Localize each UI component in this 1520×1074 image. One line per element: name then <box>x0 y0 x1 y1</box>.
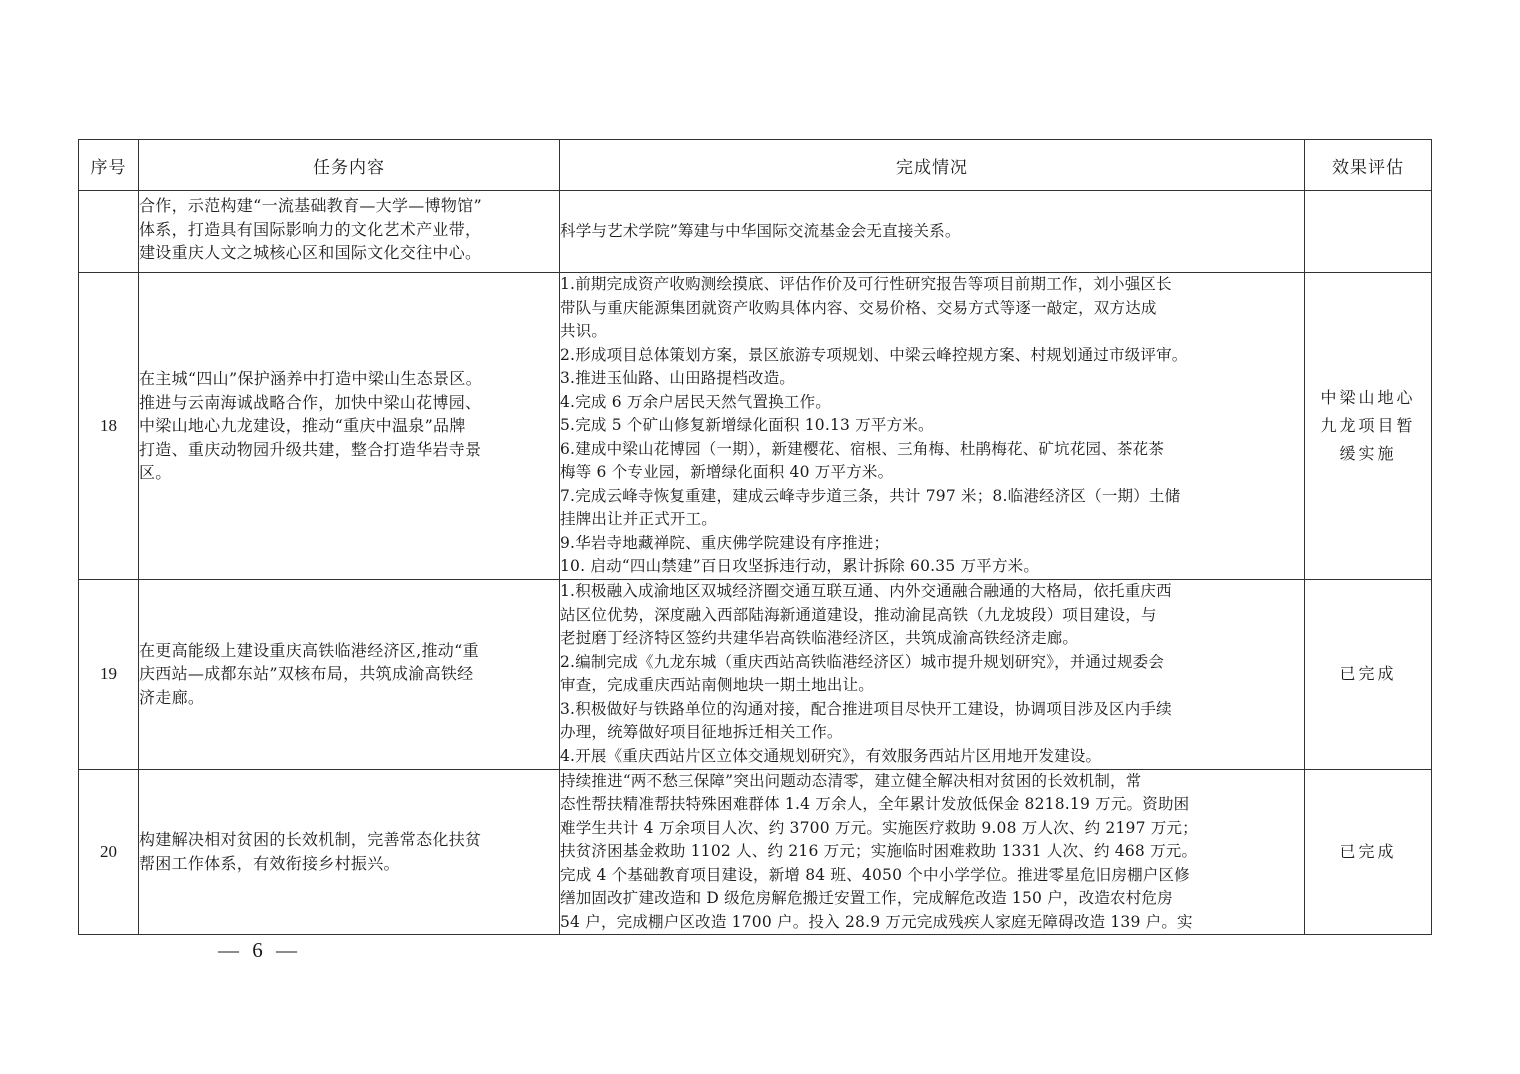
row-number: 20 <box>79 769 139 935</box>
effect-line: 九龙项目暂 <box>1320 415 1416 435</box>
progress-line: 6.建成中梁山花博园（一期），新建樱花、宿根、三角梅、杜鹃梅花、矿坑花园、茶花茶 <box>560 439 1165 458</box>
header-effect: 效果评估 <box>1305 140 1432 191</box>
progress-line: 1.积极融入成渝地区双城经济圈交通互联互通、内外交通融合融通的大格局，依托重庆西 <box>560 582 1172 600</box>
progress-content <box>560 769 1305 935</box>
task-line: 济走廊。 <box>139 687 205 707</box>
progress-line: 办理，统筹做好项目征地拆迁相关工作。 <box>560 723 843 741</box>
progress-line: 9.华岩寺地藏禅院、重庆佛学院建设有序推进； <box>560 533 890 552</box>
progress-line: 带队与重庆能源集团就资产收购具体内容、交易价格、交易方式等逐一敲定，双方达成 <box>560 298 1157 317</box>
effect-line: 已完成 <box>1339 841 1397 861</box>
effect-assessment <box>1305 579 1432 769</box>
task-content <box>139 273 560 580</box>
header-number: 序号 <box>79 140 139 191</box>
progress-line: 梅等 6 个专业园，新增绿化面积 40 万平方米。 <box>560 463 894 481</box>
table-row <box>79 579 1432 769</box>
effect-assessment <box>1305 273 1432 580</box>
progress-line: 3.积极做好与铁路单位的沟通对接，配合推进项目尽快开工建设，协调项目涉及区内手续 <box>560 699 1172 718</box>
task-line: 在更高能级上建设重庆高铁临港经济区,推动“重 <box>139 640 479 660</box>
progress-content <box>560 273 1305 580</box>
task-content <box>139 191 560 273</box>
task-line: 中梁山地心九龙建设，推动“重庆中温泉”品牌 <box>139 416 466 435</box>
progress-line: 共识。 <box>560 322 608 340</box>
progress-line: 1.前期完成资产收购测绘摸底、评估作价及可行性研究报告等项目前期工作，刘小强区长 <box>560 275 1172 293</box>
progress-line: 站区位优势，深度融入西部陆海新通道建设，推动渝昆高铁（九龙坡段）项目建设，与 <box>560 605 1157 624</box>
progress-line: 2.编制完成《九龙东城（重庆西站高铁临港经济区）城市提升规划研究》，并通过规委会 <box>560 652 1165 671</box>
effect-assessment <box>1305 769 1432 935</box>
effect-line: 中梁山地心 <box>1320 387 1416 407</box>
progress-line: 审查，完成重庆西站南侧地块一期土地出让。 <box>560 676 875 694</box>
progress-line: 7.完成云峰寺恢复重建，建成云峰寺步道三条，共计 797 米；8.临港经济区（一期）土储 <box>560 486 1181 505</box>
progress-line: 10. 启动“四山禁建”百日攻坚拆违行动，累计拆除 60.35 万平方米。 <box>560 557 1040 575</box>
table-header-row <box>79 140 1432 191</box>
task-line: 构建解决相对贫困的长效机制，完善常态化扶贫 <box>139 830 482 850</box>
effect-assessment <box>1305 191 1432 273</box>
task-content <box>139 769 560 935</box>
progress-line: 完成 4 个基础教育项目建设，新增 84 班、4050 个中小学学位。推进零星危旧房棚户区修 <box>560 865 1190 884</box>
row-number: 19 <box>79 579 139 769</box>
progress-line: 持续推进“两不愁三保障”突出问题动态清零，建立健全解决相对贫困的长效机制，常 <box>560 771 1142 790</box>
task-line: 推进与云南海诚战略合作，加快中梁山花博园、 <box>139 392 482 412</box>
task-table <box>78 139 1432 935</box>
table-row <box>79 273 1432 580</box>
progress-line: 挂牌出让并正式开工。 <box>560 510 718 528</box>
progress-line: 难学生共计 4 万余项目人次、约 3700 万元。实施医疗救助 9.08 万人次、约 2197 万元； <box>560 818 1198 837</box>
task-content <box>139 579 560 769</box>
row-number <box>79 191 139 273</box>
progress-line: 4.开展《重庆西站片区立体交通规划研究》，有效服务西站片区用地开发建设。 <box>560 746 1102 765</box>
progress-line: 科学与艺术学院”筹建与中华国际交流基金会无直接关系。 <box>560 222 961 241</box>
header-task: 任务内容 <box>139 140 560 191</box>
progress-content <box>560 579 1305 769</box>
table-row <box>79 769 1432 935</box>
task-line: 体系，打造具有国际影响力的文化艺术产业带， <box>139 219 482 239</box>
progress-line: 3.推进玉仙路、山田路提档改造。 <box>560 369 795 387</box>
task-line: 建设重庆人文之城核心区和国际文化交往中心。 <box>139 243 482 262</box>
table-row <box>79 191 1432 273</box>
task-line: 合作，示范构建“一流基础教育—大学—博物馆” <box>139 196 482 215</box>
progress-line: 54 户，完成棚户区改造 1700 户。投入 28.9 万元完成残疾人家庭无障碍改造 139 户。实 <box>560 912 1193 931</box>
progress-content <box>560 191 1305 273</box>
progress-line: 老挝磨丁经济特区签约共建华岩高铁临港经济区，共筑成渝高铁经济走廊。 <box>560 629 1079 647</box>
task-line: 庆西站—成都东站”双核布局，共筑成渝高铁经 <box>139 664 474 684</box>
page-number: — 6 — <box>218 938 301 962</box>
progress-line: 态性帮扶精准帮扶特殊困难群体 1.4 万余人，全年累计发放低保金 8218.19 万元。资助困 <box>560 795 1190 813</box>
progress-line: 缮加固改扩建改造和 D 级危房解危搬迁安置工作，完成解危改造 150 户，改造农村危房 <box>560 889 1173 907</box>
effect-line: 已完成 <box>1339 664 1397 683</box>
progress-line: 5.完成 5 个矿山修复新增绿化面积 10.13 万平方米。 <box>560 416 934 434</box>
task-line: 在主城“四山”保护涵养中打造中梁山生态景区。 <box>139 369 482 388</box>
task-line: 区。 <box>139 463 172 482</box>
header-progress: 完成情况 <box>560 140 1305 191</box>
task-line: 打造、重庆动物园升级共建，整合打造华岩寺景 <box>139 439 482 459</box>
progress-line: 扶贫济困基金救助 1102 人、约 216 万元；实施临时困难救助 1331 人次、约 468 万元。 <box>560 842 1198 860</box>
effect-line: 缓实施 <box>1339 443 1397 463</box>
progress-line: 4.完成 6 万余户居民天然气置换工作。 <box>560 392 832 411</box>
progress-line: 2.形成项目总体策划方案，景区旅游专项规划、中梁云峰控规方案、村规划通过市级评审。 <box>560 345 1188 364</box>
row-number: 18 <box>79 273 139 580</box>
task-line: 帮困工作体系，有效衔接乡村振兴。 <box>139 853 400 873</box>
